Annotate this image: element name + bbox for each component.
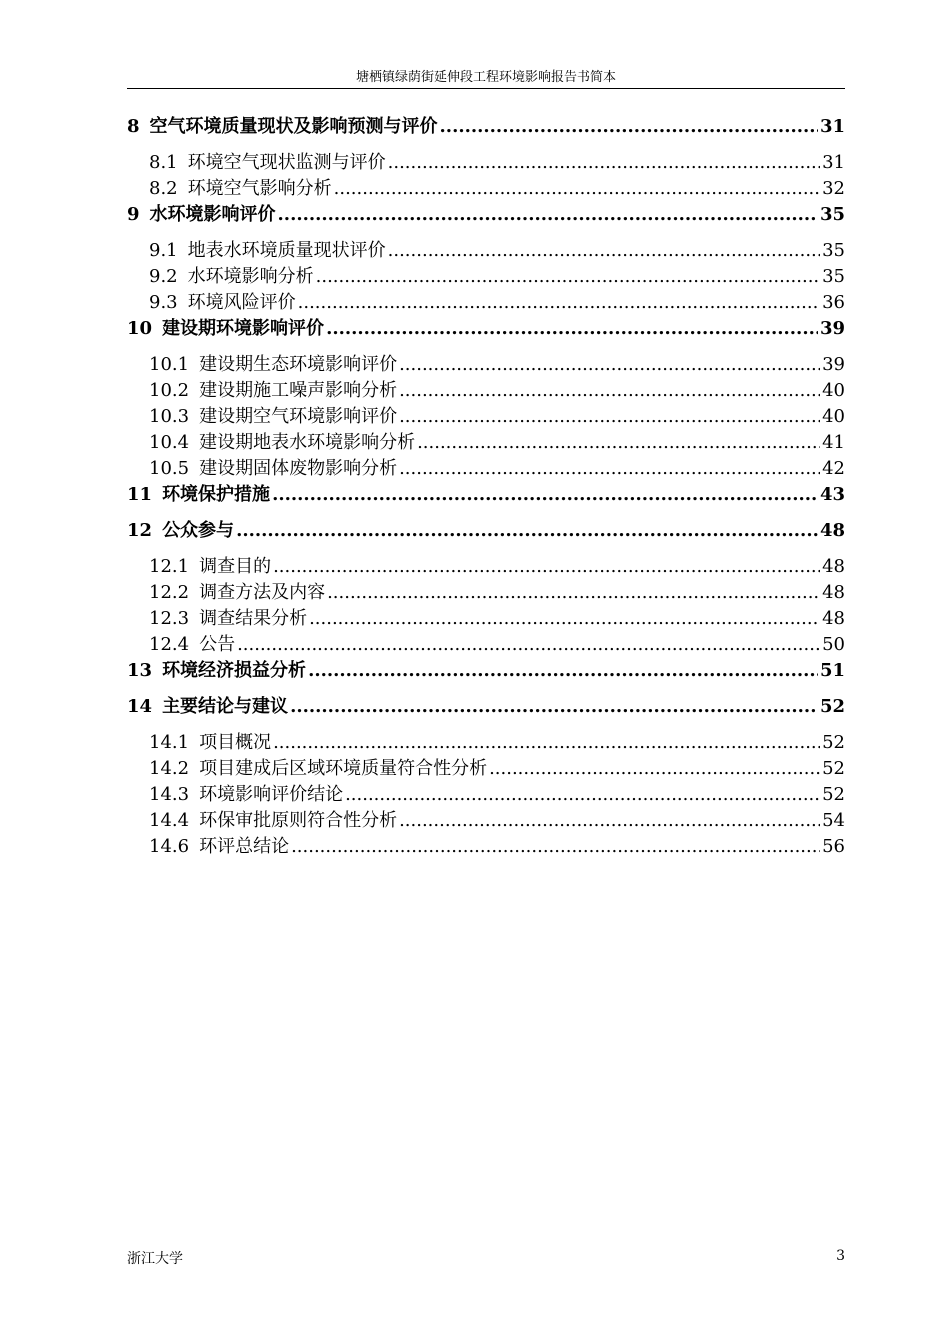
toc-dot-leader — [272, 482, 818, 508]
toc-entry-number: 9.3 — [149, 292, 178, 313]
toc-entry-number: 11 — [127, 484, 153, 505]
toc-dot-leader — [345, 782, 820, 808]
toc-entry-page: 41 — [822, 432, 845, 453]
toc-entry-number: 10.3 — [149, 406, 190, 427]
toc-entry-number: 14.3 — [149, 784, 190, 805]
toc-entry-number: 9 — [127, 204, 140, 225]
toc-entry-page: 35 — [819, 204, 845, 225]
toc-section-entry[interactable] — [127, 730, 845, 756]
toc-chapter-entry[interactable] — [127, 114, 845, 150]
toc-entry-page: 50 — [822, 634, 845, 655]
toc-dot-leader — [236, 518, 818, 544]
toc-entry-title: 建设期地表水环境影响分析 — [199, 432, 416, 453]
toc-dot-leader — [417, 430, 820, 456]
toc-entry-title: 主要结论与建议 — [162, 696, 289, 717]
toc-entry-number: 10.4 — [149, 432, 190, 453]
toc-entry-title: 建设期施工噪声影响分析 — [199, 380, 398, 401]
toc-entry-page: 39 — [819, 318, 845, 339]
toc-entry-number: 9.1 — [149, 240, 178, 261]
toc-entry-title: 水环境影响分析 — [187, 266, 314, 287]
toc-entry-page: 52 — [822, 758, 845, 779]
toc-section-entry[interactable] — [127, 756, 845, 782]
toc-section-entry[interactable] — [127, 606, 845, 632]
toc-entry-number: 10 — [127, 318, 153, 339]
toc-chapter-entry[interactable] — [127, 482, 845, 518]
toc-dot-leader — [388, 238, 820, 264]
toc-entry-title: 建设期环境影响评价 — [162, 318, 325, 339]
toc-section-entry[interactable] — [127, 150, 845, 176]
toc-section-entry[interactable] — [127, 238, 845, 264]
toc-entry-title: 环境风险评价 — [187, 292, 296, 313]
toc-entry-title: 环评总结论 — [199, 836, 290, 857]
toc-dot-leader — [399, 352, 820, 378]
toc-chapter-entry[interactable] — [127, 316, 845, 352]
header-rule — [127, 88, 845, 89]
toc-entry-number: 14.1 — [149, 732, 190, 753]
toc-section-entry[interactable] — [127, 782, 845, 808]
toc-entry-page: 42 — [822, 458, 845, 479]
toc-entry-title: 环境经济损益分析 — [162, 660, 307, 681]
toc-section-entry[interactable] — [127, 404, 845, 430]
toc-entry-page: 32 — [822, 178, 845, 199]
toc-entry-title: 环境保护措施 — [162, 484, 271, 505]
toc-entry-page: 40 — [822, 406, 845, 427]
toc-dot-leader — [309, 606, 820, 632]
toc-dot-leader — [327, 580, 820, 606]
toc-entry-title: 环境影响评价结论 — [199, 784, 344, 805]
toc-dot-leader — [273, 554, 820, 580]
toc-section-entry[interactable] — [127, 554, 845, 580]
toc-entry-title: 建设期固体废物影响分析 — [199, 458, 398, 479]
toc-entry-page: 56 — [822, 836, 845, 857]
toc-entry-number: 8.1 — [149, 152, 178, 173]
toc-entry-number: 9.2 — [149, 266, 178, 287]
toc-entry-number: 10.1 — [149, 354, 190, 375]
toc-entry-title: 环境空气影响分析 — [187, 178, 332, 199]
toc-entry-page: 52 — [822, 732, 845, 753]
toc-dot-leader — [399, 404, 820, 430]
table-of-contents — [127, 114, 845, 860]
toc-entry-page: 48 — [822, 608, 845, 629]
toc-dot-leader — [273, 730, 820, 756]
toc-entry-title: 调查结果分析 — [199, 608, 308, 629]
toc-dot-leader — [326, 316, 818, 342]
toc-entry-number: 14.4 — [149, 810, 190, 831]
toc-dot-leader — [237, 632, 820, 658]
footer-institution: 浙江大学 — [127, 1251, 183, 1267]
toc-entry-number: 12.4 — [149, 634, 190, 655]
toc-section-entry[interactable] — [127, 834, 845, 860]
toc-section-entry[interactable] — [127, 176, 845, 202]
toc-dot-leader — [440, 114, 818, 140]
toc-dot-leader — [308, 658, 818, 684]
toc-entry-page: 43 — [819, 484, 845, 505]
toc-chapter-entry[interactable] — [127, 694, 845, 730]
toc-entry-page: 52 — [819, 696, 845, 717]
page-header: 塘栖镇绿荫街延伸段工程环境影响报告书简本 — [355, 70, 616, 85]
toc-dot-leader — [334, 176, 820, 202]
toc-entry-title: 环境空气现状监测与评价 — [187, 152, 386, 173]
toc-section-entry[interactable] — [127, 580, 845, 606]
toc-entry-page: 52 — [822, 784, 845, 805]
toc-entry-number: 13 — [127, 660, 153, 681]
toc-entry-number: 14.2 — [149, 758, 190, 779]
toc-entry-number: 14.6 — [149, 836, 190, 857]
toc-entry-title: 建设期生态环境影响评价 — [199, 354, 398, 375]
toc-entry-page: 48 — [822, 556, 845, 577]
footer-page-number: 3 — [836, 1248, 845, 1264]
toc-dot-leader — [278, 202, 818, 228]
toc-entry-title: 公告 — [199, 634, 236, 655]
toc-dot-leader — [399, 456, 820, 482]
toc-entry-number: 12.1 — [149, 556, 190, 577]
toc-entry-page: 35 — [822, 266, 845, 287]
toc-entry-number: 14 — [127, 696, 153, 717]
toc-entry-page: 31 — [819, 116, 845, 137]
toc-chapter-entry[interactable] — [127, 202, 845, 238]
toc-entry-title: 调查目的 — [199, 556, 272, 577]
toc-section-entry[interactable] — [127, 290, 845, 316]
toc-chapter-entry[interactable] — [127, 518, 845, 554]
toc-entry-title: 公众参与 — [162, 520, 235, 541]
toc-entry-page: 31 — [822, 152, 845, 173]
toc-entry-number: 10.2 — [149, 380, 190, 401]
toc-entry-title: 地表水环境质量现状评价 — [187, 240, 386, 261]
toc-chapter-entry[interactable] — [127, 658, 845, 694]
toc-entry-title: 空气环境质量现状及影响预测与评价 — [149, 116, 438, 137]
toc-section-entry[interactable] — [127, 378, 845, 404]
toc-dot-leader — [489, 756, 820, 782]
toc-entry-page: 35 — [822, 240, 845, 261]
toc-dot-leader — [399, 808, 820, 834]
toc-entry-title: 水环境影响评价 — [149, 204, 276, 225]
toc-entry-number: 12 — [127, 520, 153, 541]
toc-entry-page: 39 — [822, 354, 845, 375]
toc-section-entry[interactable] — [127, 456, 845, 482]
toc-entry-number: 8 — [127, 116, 140, 137]
toc-entry-title: 项目概况 — [199, 732, 272, 753]
toc-section-entry[interactable] — [127, 430, 845, 456]
toc-entry-title: 调查方法及内容 — [199, 582, 326, 603]
toc-entry-number: 12.2 — [149, 582, 190, 603]
toc-entry-title: 环保审批原则符合性分析 — [199, 810, 398, 831]
toc-section-entry[interactable] — [127, 632, 845, 658]
toc-entry-page: 48 — [822, 582, 845, 603]
toc-dot-leader — [388, 150, 820, 176]
toc-entry-title: 建设期空气环境影响评价 — [199, 406, 398, 427]
toc-dot-leader — [291, 834, 820, 860]
toc-dot-leader — [316, 264, 820, 290]
toc-entry-page: 36 — [822, 292, 845, 313]
toc-section-entry[interactable] — [127, 808, 845, 834]
toc-entry-number: 10.5 — [149, 458, 190, 479]
toc-entry-number: 12.3 — [149, 608, 190, 629]
toc-entry-page: 48 — [819, 520, 845, 541]
toc-entry-page: 40 — [822, 380, 845, 401]
toc-dot-leader — [298, 290, 820, 316]
toc-entry-page: 54 — [822, 810, 845, 831]
toc-dot-leader — [399, 378, 820, 404]
toc-entry-number: 8.2 — [149, 178, 178, 199]
toc-dot-leader — [290, 694, 818, 720]
toc-entry-title: 项目建成后区域环境质量符合性分析 — [199, 758, 488, 779]
toc-section-entry[interactable] — [127, 264, 845, 290]
toc-section-entry[interactable] — [127, 352, 845, 378]
toc-entry-page: 51 — [819, 660, 845, 681]
